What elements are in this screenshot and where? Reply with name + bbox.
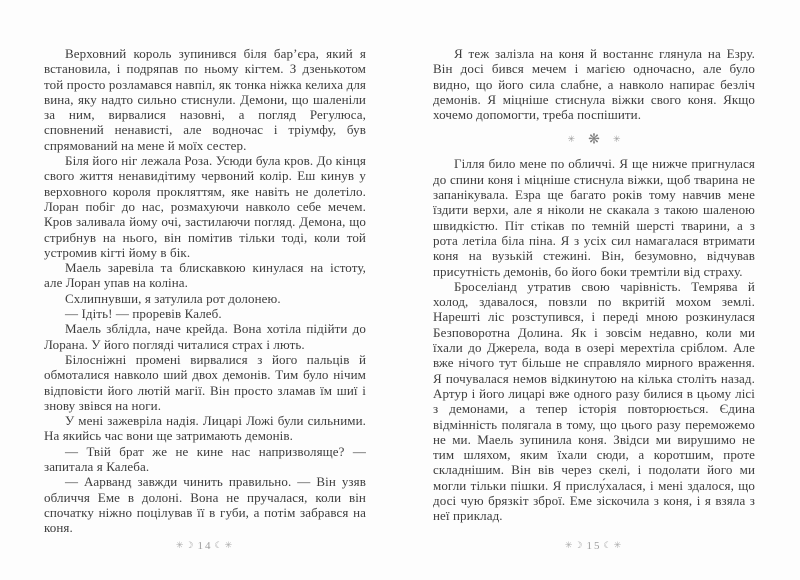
paragraph: Маель зблідла, наче крейда. Вона хотіла підійти до Лорана. У його погляді читалися страх і лють. — [44, 321, 366, 352]
dialogue-paragraph: — Ідіть! — проревів Калеб. — [65, 306, 222, 322]
dialogue-paragraph: — Аарванд завжди чинить правильно. — Він узяв обличчя Еме в долоні. Вона не пручалася, коли він спочатку ніжно поцілував її в губи, а потім забрався на коня. — [44, 474, 366, 536]
scene-break-ornament — [433, 131, 755, 147]
paragraph: Схлипнувши, я затулила рот долонею. — [65, 290, 281, 306]
page-number: 14 — [197, 540, 213, 552]
moon-star-ornament-icon: ☾✳ — [603, 541, 624, 551]
paragraph: Маель заревіла та блискавкою кинулася на істоту, але Лоран упав на коліна. — [44, 260, 366, 291]
paragraph: Я теж залізла на коня й востаннє глянула на Езру. Він досі бився мечем і магією одночасно, але було видно, що його сила слабне, а навколо напирає безліч демонів. Я міцніше стиснула віжки свого коня. Якщо хочемо допомогти, треба поспішити. — [433, 46, 755, 123]
page-right — [433, 46, 755, 524]
page-number-right — [433, 539, 755, 554]
paragraph: Біля його ніг лежала Роза. Усюди була кров. До кінця свого життя ненавидітиму червоний колір. Еш кинув у верховного короля прокляттям, яке навіть не долетіло. Лоран побіг до нас, розмахуючи навколо себе мечем. Кров заливала йому очі, застилаючи погляд. Демона, що стрибнув на нього, він помітив тільки тоді, коли той устромив кігті йому в бік. — [44, 153, 366, 260]
paragraph: Броселіанд утратив свою чарівність. Темрява й холод, здавалося, повзли по вкритій мохом землі. Нарешті ліс розступився, і переді мною розкинулася Безповоротна Долина. Як і зовсім недавно, коли ми їхали до Джерела, вода в озері мерехтіла сріблом. Але вже нічого тут більше не справляло мирного враження. Я почувалася немов відкинутою на кілька століть назад. Артур і його лицарі вже одного разу билися в цьому лісі з демонами, а тепер історія повторюється. Єдина відмінність полягала в тому, що цього разу переможемо не ми. Маель зупинила коня. Звідси ми вирушимо не тим шляхом, яким їхали сюди, а коротшим, проте складнішим. Він вів через скелі, і подолати його ми могли тільки пішки. Я прислу́халася, і мені здалося, що досі чую брязкіт зброї. Еме зіскочила з коня, і я взяла з неї приклад. — [433, 278, 755, 524]
dialogue-paragraph: — Твій брат же не кине нас напризволяще? — запитала я Калеба. — [44, 443, 366, 475]
page-number-left — [44, 539, 366, 554]
snowflake-icon: ❋ — [588, 131, 600, 148]
star-moon-ornament-icon: ✳☽ — [564, 541, 585, 551]
moon-star-ornament-icon: ☾✳ — [214, 541, 235, 551]
star-moon-ornament-icon: ✳☽ — [175, 541, 196, 551]
page-number: 15 — [586, 540, 602, 552]
star-icon: ✳ — [567, 134, 576, 145]
star-icon: ✳ — [612, 134, 621, 145]
paragraph: У мені зажевріла надія. Лицарі Ложі були сильними. На якийсь час вони ще затримають демонів. — [44, 413, 366, 444]
paragraph: Білосніжні промені вирвалися з його пальців й обмоталися навколо ший двох демонів. Тим було нічим відповісти його лютій магії. Він просто зламав їм шиї і знову звівся на ноги. — [44, 351, 366, 413]
paragraph: Верховний король зупинився біля бар’єра, який я встановила, і подряпав по ньому кігтем. З дзенькотом той просто розламався навпіл, як тонка ніжка келиха для вина, яку надто сильно стиснули. Демони, що шаленіли за ним, вирвалися назовні, а погляд Регулюса, сповнений ненависті, але водночас і тріумфу, був спрямований на мене й моїх сестер. — [44, 46, 366, 153]
page-left — [44, 46, 366, 536]
paragraph: Гілля било мене по обличчі. Я ще нижче пригнулася до спини коня і міцніше стиснула віжки, щоб тварина не запанікувала. Езра ще багато років тому навчив мене їздити верхи, але я ніколи не скакала з такою шаленою швидкістю. Піт стікав по темній шерсті тварини, а з рота летіла біла піна. Я з усіх сил намагалася втримати коня на вузькій стежині. Він, безумовно, відчував присутність демонів, бо його боки тремтіли від страху. — [433, 156, 755, 279]
